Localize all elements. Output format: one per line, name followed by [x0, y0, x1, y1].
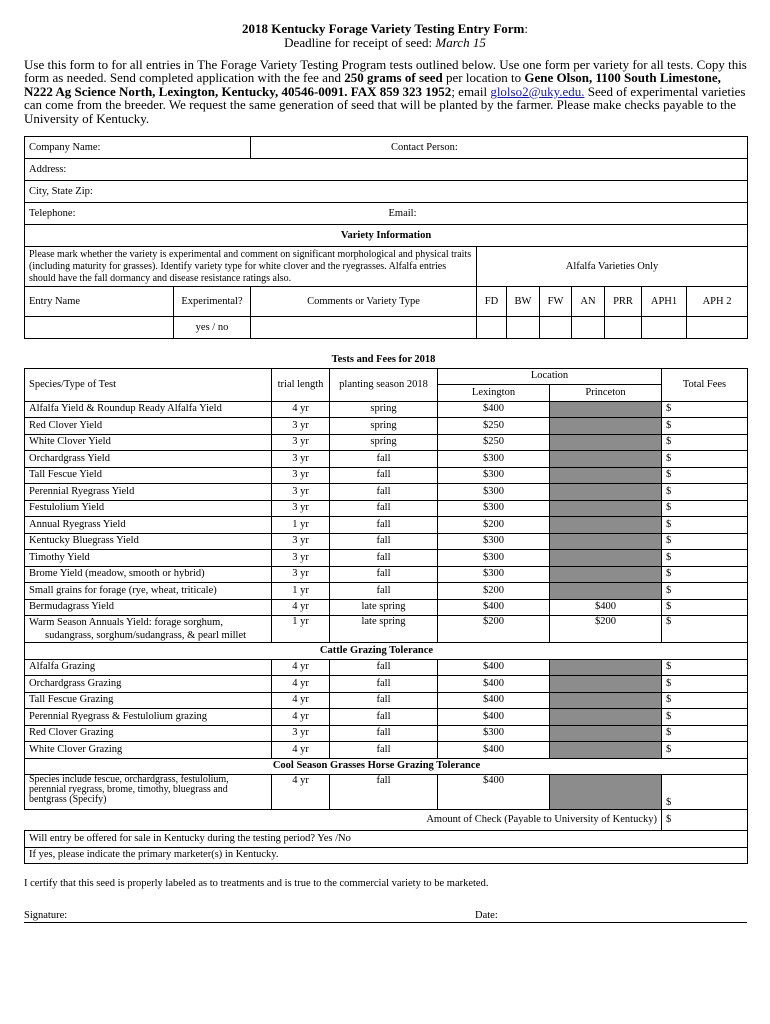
marketer-field[interactable]: If yes, please indicate the primary marketer(s) in Kentucky.: [25, 847, 748, 864]
planting-season: fall: [330, 467, 438, 484]
certification-statement: I certify that this seed is properly labeled as to treatments and is true to the commercial variety to be marketed.: [24, 878, 489, 889]
bw-input[interactable]: [507, 317, 540, 339]
aph2-input[interactable]: [687, 317, 748, 339]
lexington-fee: $400: [438, 742, 550, 759]
cattle-grazing-heading: Cattle Grazing Tolerance: [182, 643, 572, 660]
planting-season: spring: [330, 434, 438, 451]
company-name-field[interactable]: Company Name:: [25, 137, 251, 159]
lexington-fee: $250: [438, 434, 550, 451]
telephone-field[interactable]: Telephone:: [25, 203, 477, 225]
instructions-paragraph: Use this form to for all entries in The Forage Variety Testing Program tests outlined below. Use one form per variety for all tests. Copy this form as needed. Send completed application with the fee and 250 grams of seed per location to Gene Olson, 1100 South Limestone, N222 Ag Science North, Lexington, Kentucky, 40546-0091. FAX 859 323 1952; email glolso2@uky.edu. Seed of experimental varieties can come from the breeder. We request the same generation of seed that will be planted by the farmer. Please make checks payable to the University of Kentucky.: [24, 57, 747, 126]
planting-season: fall: [330, 550, 438, 567]
lexington-fee: $300: [438, 533, 550, 550]
princeton-fee: [550, 467, 662, 484]
species-header: Species/Type of Test: [25, 368, 272, 401]
total-fee-input[interactable]: $: [662, 583, 748, 600]
trial-length: 3 yr: [272, 467, 330, 484]
total-fee-input[interactable]: $: [662, 742, 748, 759]
test-row: [25, 550, 748, 567]
total-fee-input[interactable]: $: [662, 725, 748, 742]
trial-length: 3 yr: [272, 434, 330, 451]
fd-input[interactable]: [477, 317, 507, 339]
total-fee-input[interactable]: $: [662, 709, 748, 726]
location-header: Location: [438, 368, 662, 385]
test-row: [25, 418, 748, 435]
email-field[interactable]: Email:: [389, 203, 660, 225]
planting-season: fall: [330, 484, 438, 501]
test-name: Tall Fescue Yield: [25, 467, 272, 484]
test-row: [25, 583, 748, 600]
total-fee-input[interactable]: $: [662, 550, 748, 567]
planting-season: late spring: [330, 616, 438, 643]
lexington-fee: $300: [438, 500, 550, 517]
contact-person-field[interactable]: Contact Person:: [251, 137, 748, 159]
contact-variety-table: [24, 136, 748, 339]
variety-information-heading: Variety Information: [25, 225, 748, 247]
trial-length: 1 yr: [272, 583, 330, 600]
form-title: 2018 Kentucky Forage Variety Testing Entry Form:: [241, 21, 528, 36]
princeton-fee: [550, 517, 662, 534]
trial-length: 3 yr: [272, 566, 330, 583]
test-row: [25, 401, 748, 418]
total-fee-input[interactable]: $: [662, 434, 748, 451]
aph1-header: APH1: [642, 287, 687, 317]
princeton-header: Princeton: [550, 385, 662, 402]
princeton-fee: [550, 775, 662, 810]
test-row: [25, 775, 748, 810]
trial-length: 3 yr: [272, 533, 330, 550]
test-name: Alfalfa Yield & Roundup Ready Alfalfa Yield: [25, 401, 272, 418]
entry-name-input[interactable]: [25, 317, 174, 339]
lexington-header: Lexington: [438, 385, 550, 402]
test-name: Kentucky Bluegrass Yield: [25, 533, 272, 550]
test-name: Orchardgrass Grazing: [25, 676, 272, 693]
test-row: [25, 500, 748, 517]
trial-length: 4 yr: [272, 659, 330, 676]
bw-header: BW: [507, 287, 540, 317]
sale-question[interactable]: Will entry be offered for sale in Kentucky during the testing period? Yes /No: [25, 831, 748, 848]
test-row: [25, 467, 748, 484]
princeton-fee: [550, 725, 662, 742]
total-fee-input[interactable]: $: [662, 616, 748, 643]
trial-length: 3 yr: [272, 484, 330, 501]
total-fee-input[interactable]: $: [662, 676, 748, 693]
entry-name-header: Entry Name: [25, 287, 174, 317]
test-name: Bermudagrass Yield: [25, 599, 272, 616]
fw-header: FW: [540, 287, 572, 317]
princeton-fee: [550, 550, 662, 567]
planting-season: fall: [330, 659, 438, 676]
signature-label: Signature:: [24, 910, 68, 921]
total-fee-input[interactable]: $: [662, 451, 748, 468]
planting-season: fall: [330, 775, 438, 810]
planting-season: fall: [330, 692, 438, 709]
test-name: Small grains for forage (rye, wheat, triticale): [25, 583, 272, 600]
trial-length: 4 yr: [272, 692, 330, 709]
test-name: Red Clover Yield: [25, 418, 272, 435]
marketer-row: [25, 847, 748, 864]
trial-length: 4 yr: [272, 742, 330, 759]
lexington-fee: $400: [438, 401, 550, 418]
princeton-fee: [550, 451, 662, 468]
tests-fees-table: [24, 352, 748, 864]
test-name: Annual Ryegrass Yield: [25, 517, 272, 534]
horse-grazing-heading: Cool Season Grasses Horse Grazing Tolerance: [182, 758, 572, 775]
lexington-fee: $300: [438, 451, 550, 468]
city-state-zip-field[interactable]: City, State Zip:: [25, 181, 748, 203]
princeton-fee: [550, 434, 662, 451]
total-fees-header: Total Fees: [662, 368, 748, 401]
test-row: [25, 616, 748, 643]
trial-length-header: trial length: [272, 368, 330, 401]
section-title-row: [25, 758, 748, 775]
amount-of-check-label: Amount of Check (Payable to University of Kentucky): [25, 810, 662, 831]
comments-input[interactable]: [251, 317, 477, 339]
total-fee-input[interactable]: $: [662, 533, 748, 550]
trial-length: 1 yr: [272, 616, 330, 643]
princeton-fee: [550, 401, 662, 418]
prr-input[interactable]: [605, 317, 642, 339]
deadline-line: Deadline for receipt of seed: March 15: [284, 35, 486, 50]
planting-season: fall: [330, 533, 438, 550]
princeton-fee: [550, 692, 662, 709]
test-name: Timothy Yield: [25, 550, 272, 567]
trial-length: 3 yr: [272, 500, 330, 517]
total-fee-input[interactable]: $: [662, 517, 748, 534]
total-fee-input[interactable]: $: [662, 484, 748, 501]
tests-fees-section: [24, 352, 747, 864]
princeton-fee: [550, 742, 662, 759]
test-name: Orchardgrass Yield: [25, 451, 272, 468]
aph2-header: APH 2: [687, 287, 748, 317]
lexington-fee: $300: [438, 484, 550, 501]
test-row: [25, 434, 748, 451]
test-row: [25, 725, 748, 742]
section-title-row: [25, 643, 748, 660]
address-field[interactable]: Address:: [25, 159, 748, 181]
lexington-fee: $200: [438, 583, 550, 600]
planting-season: fall: [330, 676, 438, 693]
princeton-fee: [550, 500, 662, 517]
trial-length: 4 yr: [272, 599, 330, 616]
test-name: Brome Yield (meadow, smooth or hybrid): [25, 566, 272, 583]
test-name: Alfalfa Grazing: [25, 659, 272, 676]
total-fee-input[interactable]: $: [662, 467, 748, 484]
princeton-fee: $400: [550, 599, 662, 616]
planting-season: late spring: [330, 599, 438, 616]
lexington-fee: $250: [438, 418, 550, 435]
planting-season: fall: [330, 500, 438, 517]
lexington-fee: $300: [438, 566, 550, 583]
trial-length: 4 yr: [272, 775, 330, 810]
trial-length: 3 yr: [272, 550, 330, 567]
lexington-fee: $400: [438, 676, 550, 693]
test-name: Festulolium Yield: [25, 500, 272, 517]
variety-instructions: Please mark whether the variety is experimental and comment on significant morphological and physical traits (including maturity for grasses). Identify variety type for white clover and the ryegrasses. Alfalfa entries should have the fall dormancy and disease resistance ratings also.: [25, 247, 477, 287]
test-name: [25, 616, 272, 643]
amount-row: [25, 810, 748, 831]
lexington-fee: $200: [438, 517, 550, 534]
blank-cell: [662, 643, 748, 660]
test-name: Tall Fescue Grazing: [25, 692, 272, 709]
planting-season: spring: [330, 401, 438, 418]
total-fee-input[interactable]: $: [662, 775, 748, 810]
total-fee-input[interactable]: $: [662, 418, 748, 435]
lexington-fee: $400: [438, 659, 550, 676]
blank-cell: [662, 758, 748, 775]
princeton-fee: [550, 659, 662, 676]
email-link[interactable]: glolso2@uky.edu.: [490, 83, 585, 99]
test-name-line2: sudangrass, sorghum/sudangrass, & pearl millet: [45, 630, 247, 641]
lexington-fee: $400: [438, 692, 550, 709]
lexington-fee: $300: [438, 467, 550, 484]
planting-season: fall: [330, 742, 438, 759]
trial-length: 3 yr: [272, 725, 330, 742]
lexington-fee: $300: [438, 550, 550, 567]
trial-length: 1 yr: [272, 517, 330, 534]
total-fee-input[interactable]: $: [662, 566, 748, 583]
alfalfa-only-heading: Alfalfa Varieties Only: [477, 247, 748, 287]
total-fee-input[interactable]: $: [662, 692, 748, 709]
deadline-date: March 15: [435, 35, 486, 50]
test-row: [25, 517, 748, 534]
planting-season: spring: [330, 418, 438, 435]
tests-fees-heading: Tests and Fees for 2018: [331, 353, 436, 365]
test-row: [25, 709, 748, 726]
princeton-fee: [550, 418, 662, 435]
test-name: White Clover Yield: [25, 434, 272, 451]
planting-season-header: planting season 2018: [330, 368, 438, 401]
trial-length: 4 yr: [272, 401, 330, 418]
experimental-yes-no[interactable]: yes / no: [174, 317, 251, 339]
planting-season: fall: [330, 517, 438, 534]
planting-season: fall: [330, 709, 438, 726]
planting-season: fall: [330, 725, 438, 742]
test-name: White Clover Grazing: [25, 742, 272, 759]
aph1-input[interactable]: [642, 317, 687, 339]
test-row: [25, 742, 748, 759]
sale-question-row: [25, 831, 748, 848]
princeton-fee: [550, 484, 662, 501]
princeton-fee: $200: [550, 616, 662, 643]
test-name: Perennial Ryegrass & Festulolium grazing: [25, 709, 272, 726]
test-name: Perennial Ryegrass Yield: [25, 484, 272, 501]
lexington-fee: $400: [438, 775, 550, 810]
princeton-fee: [550, 709, 662, 726]
planting-season: fall: [330, 451, 438, 468]
date-label: Date:: [475, 910, 498, 921]
lexington-fee: $400: [438, 599, 550, 616]
test-row: [25, 451, 748, 468]
trial-length: 4 yr: [272, 676, 330, 693]
comments-header: Comments or Variety Type: [251, 287, 477, 317]
test-row: [25, 659, 748, 676]
trial-length: 3 yr: [272, 418, 330, 435]
lexington-fee: $400: [438, 709, 550, 726]
lexington-fee: $200: [438, 616, 550, 643]
total-fee-input[interactable]: $: [662, 500, 748, 517]
total-fee-input[interactable]: $: [662, 599, 748, 616]
princeton-fee: [550, 533, 662, 550]
test-name: Species include fescue, orchardgrass, festulolium, perennial ryegrass, brome, timothy, bluegrass and bentgrass (Specify): [25, 775, 272, 810]
test-row: [25, 676, 748, 693]
test-row: [25, 692, 748, 709]
amount-of-check-input[interactable]: $: [662, 810, 748, 831]
test-row: [25, 566, 748, 583]
total-fee-input[interactable]: $: [662, 401, 748, 418]
an-header: AN: [572, 287, 605, 317]
test-name: Red Clover Grazing: [25, 725, 272, 742]
planting-season: fall: [330, 583, 438, 600]
trial-length: 4 yr: [272, 709, 330, 726]
fd-header: FD: [477, 287, 507, 317]
total-fee-input[interactable]: $: [662, 659, 748, 676]
test-row: [25, 533, 748, 550]
fw-input[interactable]: [540, 317, 572, 339]
princeton-fee: [550, 583, 662, 600]
planting-season: fall: [330, 566, 438, 583]
signature-line[interactable]: [24, 910, 747, 923]
lexington-fee: $300: [438, 725, 550, 742]
an-input[interactable]: [572, 317, 605, 339]
princeton-fee: [550, 676, 662, 693]
princeton-fee: [550, 566, 662, 583]
experimental-header: Experimental?: [174, 287, 251, 317]
test-row: [25, 599, 748, 616]
trial-length: 3 yr: [272, 451, 330, 468]
test-name-line1: Warm Season Annuals Yield: forage sorghum,: [29, 617, 223, 628]
test-row: [25, 484, 748, 501]
prr-header: PRR: [605, 287, 642, 317]
